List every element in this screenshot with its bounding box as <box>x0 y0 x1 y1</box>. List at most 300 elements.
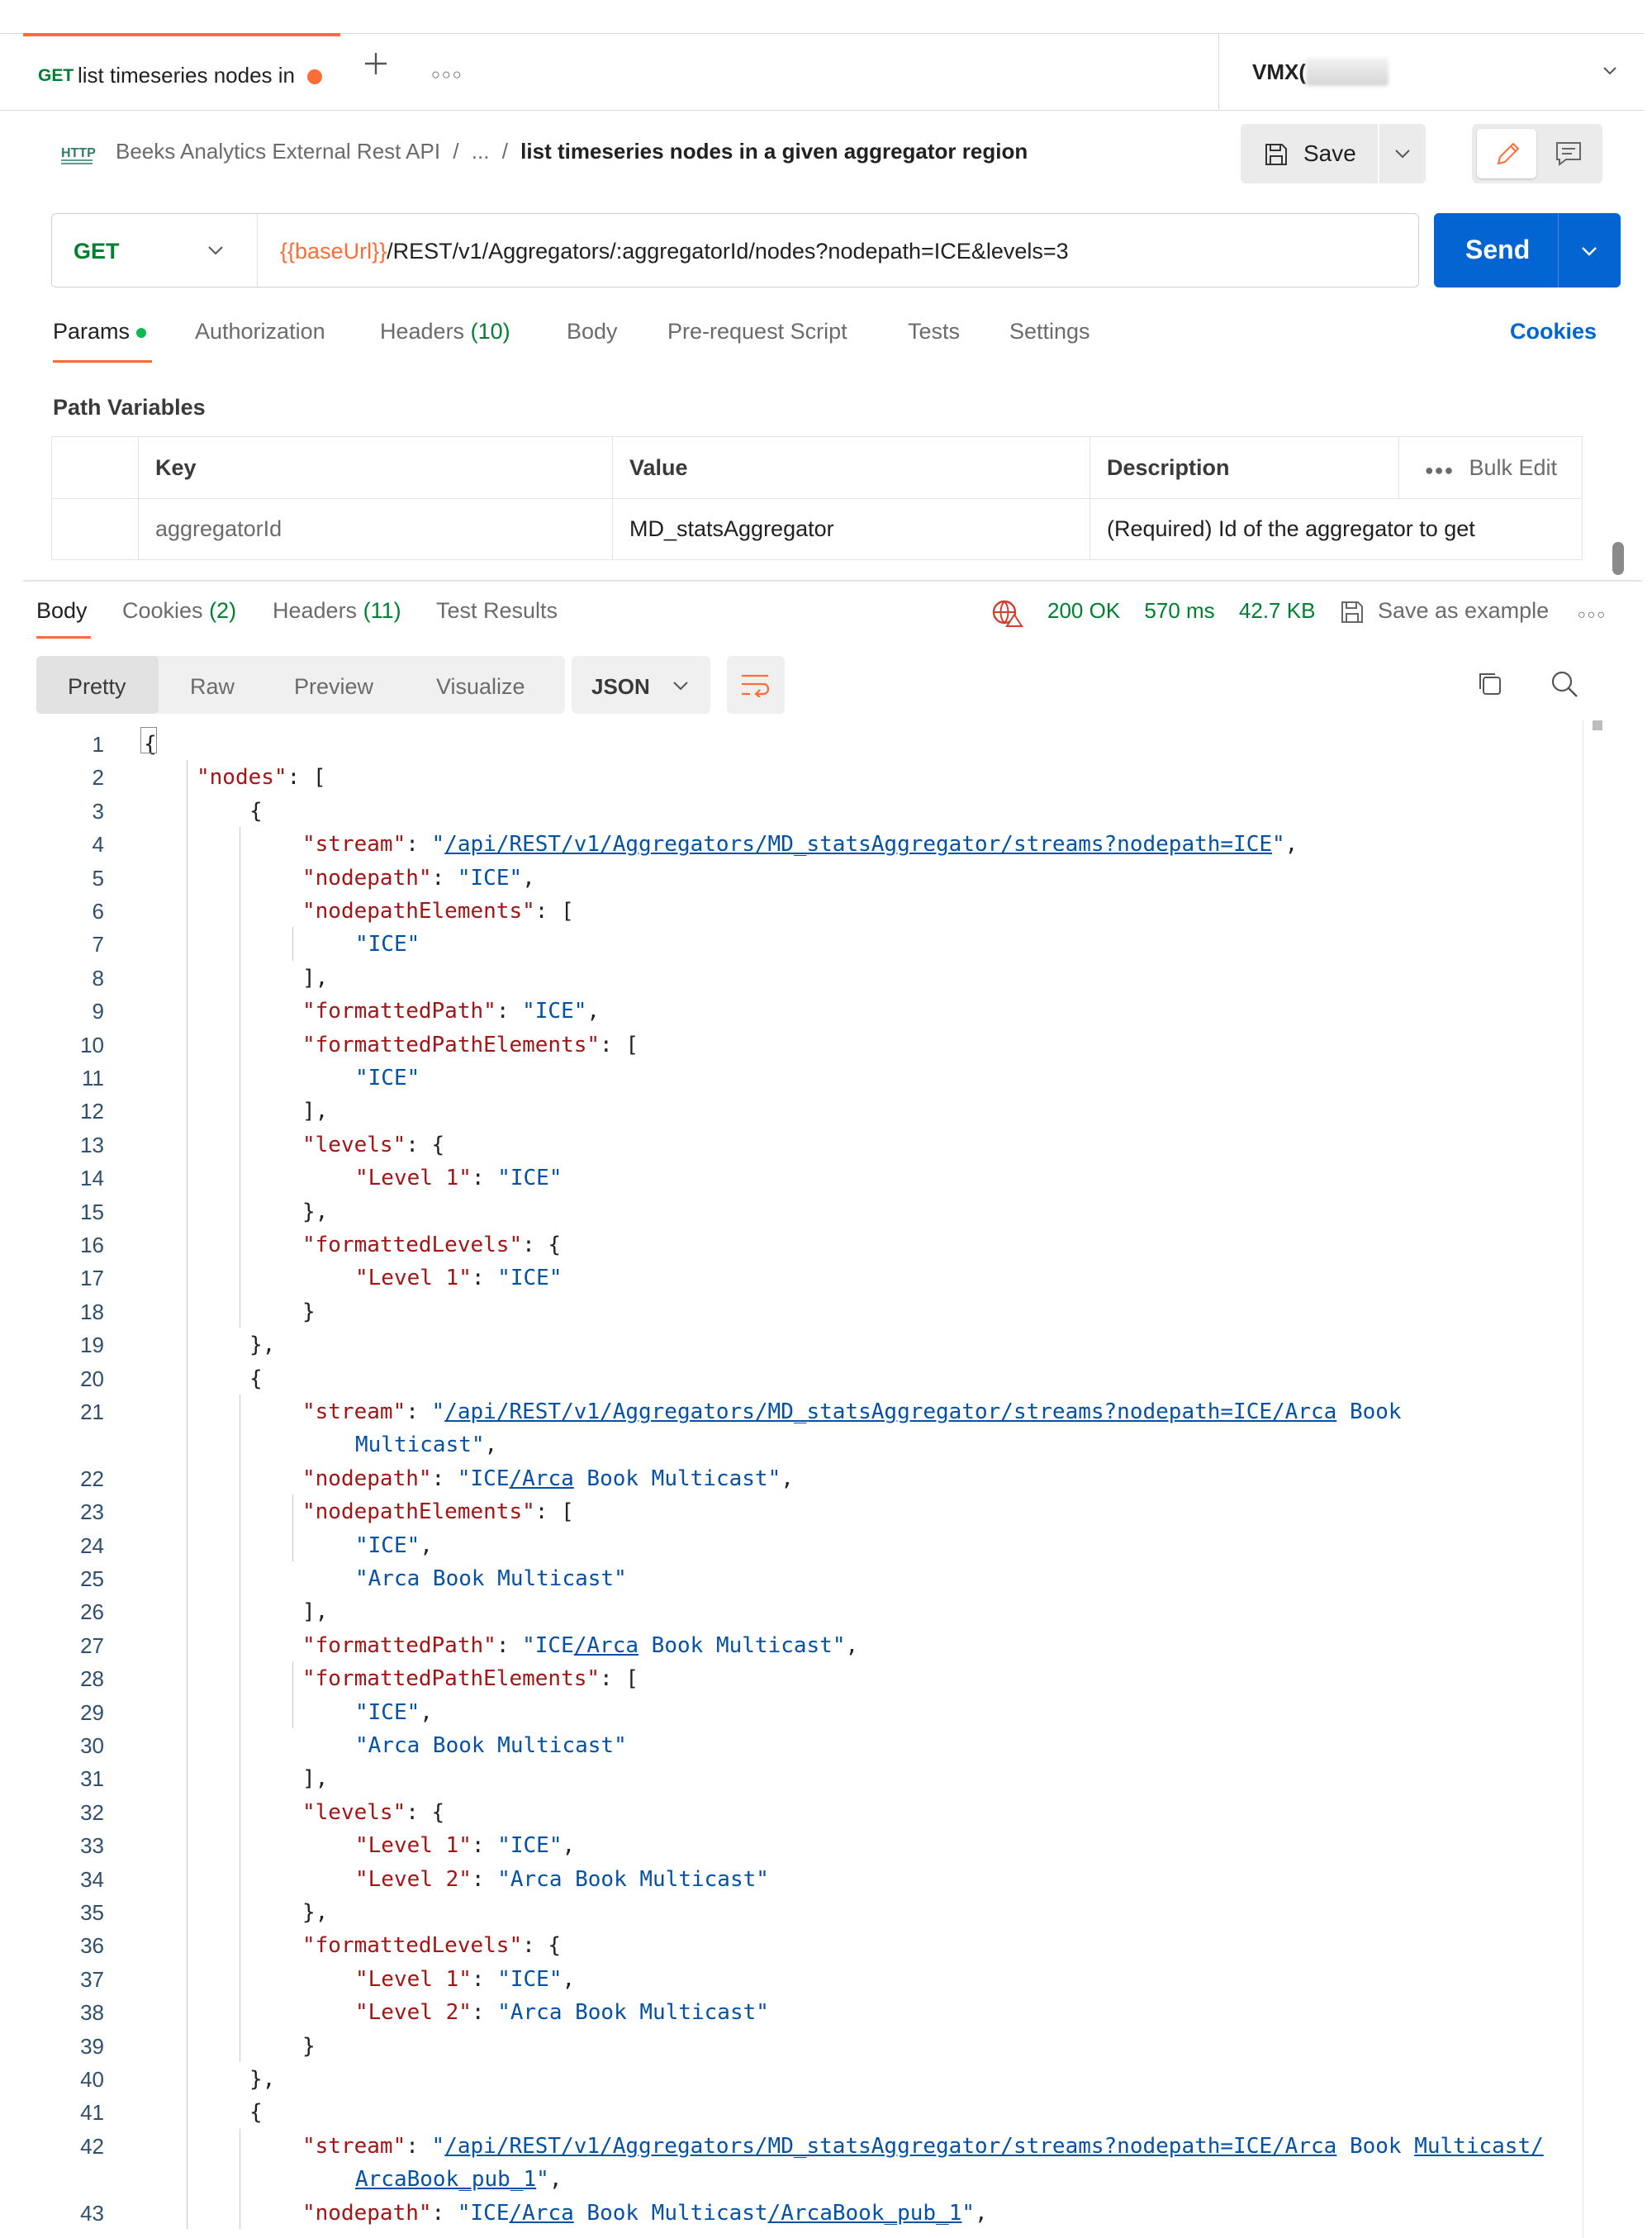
code-text <box>355 1700 433 1725</box>
status-code: 200 OK <box>1047 598 1121 623</box>
code-token: "nodepath" <box>302 2200 432 2226</box>
active-tab-indicator <box>36 636 91 639</box>
breadcrumb-request-name[interactable]: list timeseries nodes in a given aggregator region <box>520 139 1028 164</box>
code-text <box>302 1399 1402 1424</box>
column-description <box>1089 437 1582 498</box>
request-tabs <box>53 319 1127 352</box>
indent-guide <box>292 1494 293 1561</box>
response-tabs <box>36 598 615 631</box>
code-text <box>249 2100 263 2125</box>
code-token: : { <box>522 1233 562 1257</box>
line-number: 1 <box>92 732 104 757</box>
code-text <box>249 2067 275 2092</box>
code-text <box>302 866 535 891</box>
code-text <box>302 1666 638 1691</box>
code-token: "ICE" <box>522 999 587 1024</box>
code-token: Book <box>1336 2133 1415 2159</box>
svg-text:HTTP: HTTP <box>61 146 96 160</box>
code-token: "nodes" <box>197 765 287 791</box>
code-line <box>0 994 1619 1027</box>
code-text <box>355 1433 497 1457</box>
bulk-edit-label: Bulk Edit <box>1469 455 1557 480</box>
line-number: 11 <box>82 1066 104 1090</box>
code-text <box>302 1133 444 1157</box>
code-line <box>0 1395 1619 1428</box>
code-line <box>0 1561 1619 1594</box>
code-token: }, <box>302 1900 329 1925</box>
send-label: Send <box>1465 235 1531 264</box>
code-token: , <box>975 2200 988 2226</box>
code-token: "Level 1" <box>355 1966 472 1992</box>
code-link[interactable]: /Arca <box>573 1632 639 1658</box>
code-token: ], <box>302 1766 329 1792</box>
line-number: 39 <box>80 2033 104 2059</box>
code-text <box>302 999 600 1024</box>
language-label: JSON <box>591 674 650 699</box>
code-text <box>355 1566 627 1591</box>
code-token: : <box>471 1166 498 1191</box>
line-number: 25 <box>80 1566 104 1591</box>
code-token: "Arca Book Multicast" <box>355 1566 627 1591</box>
line-number: 23 <box>80 1499 104 1525</box>
code-line <box>0 1161 1619 1194</box>
code-token: ], <box>302 965 329 991</box>
request-tab-title: list timeseries nodes in <box>78 63 295 88</box>
code-token: : [ <box>287 765 326 791</box>
code-line <box>0 1594 1619 1627</box>
line-number: 33 <box>80 1833 104 1859</box>
save-options-button[interactable] <box>1379 124 1426 183</box>
code-token: "ICE" <box>497 1833 563 1859</box>
code-token: : [ <box>600 1666 638 1692</box>
code-token: , <box>484 1433 498 1458</box>
code-token: Multicast" <box>355 1433 485 1458</box>
code-token: : <box>406 1399 432 1424</box>
code-token: "Level 1" <box>355 1266 472 1291</box>
code-token: Book Multicast" <box>573 1466 781 1491</box>
send-button[interactable] <box>1434 213 1621 287</box>
code-text <box>355 2000 769 2025</box>
wrap-lines-icon <box>740 672 771 697</box>
code-token: }, <box>302 1199 329 1224</box>
code-text <box>249 1366 263 1391</box>
code-text <box>302 1900 328 1925</box>
chevron-down-icon[interactable] <box>1581 245 1597 258</box>
code-line <box>0 1728 1619 1761</box>
bulk-edit-button[interactable] <box>1425 437 1557 498</box>
code-token: "nodepathElements" <box>302 1499 535 1525</box>
code-token: " <box>431 2133 445 2159</box>
code-line <box>0 1628 1619 1661</box>
code-line <box>0 2062 1619 2095</box>
code-token: : [ <box>600 1032 638 1057</box>
code-text <box>355 2167 562 2192</box>
divider <box>257 214 258 287</box>
copy-icon[interactable] <box>1475 669 1503 697</box>
code-token: "Arca Book Multicast" <box>355 1733 627 1758</box>
unsaved-dot-icon <box>307 69 322 84</box>
line-number: 18 <box>80 1299 104 1324</box>
code-token: , <box>1284 832 1298 858</box>
code-token: { <box>144 732 157 757</box>
response-tab-headers[interactable] <box>273 598 401 624</box>
line-number: 4 <box>92 832 104 858</box>
code-token: : <box>496 1632 523 1658</box>
bracket-match-highlight <box>140 727 157 753</box>
chevron-down-icon[interactable] <box>207 244 224 257</box>
code-text <box>302 1466 794 1491</box>
code-token: "ICE" <box>497 1966 563 1992</box>
checkbox-column <box>52 437 138 498</box>
format-toggle-labels <box>36 656 565 714</box>
line-number: 24 <box>80 1532 104 1558</box>
indent-guide <box>292 927 293 960</box>
divider <box>1558 213 1559 287</box>
url-variable: {{baseUrl}} <box>280 239 387 264</box>
code-token: "ICE <box>457 2200 510 2226</box>
code-line <box>0 727 1619 760</box>
code-token: "nodepathElements" <box>302 899 535 924</box>
code-line <box>0 1761 1619 1794</box>
code-token: "formattedLevels" <box>302 1233 523 1257</box>
line-number: 29 <box>80 1699 104 1725</box>
code-text <box>302 2034 316 2059</box>
more-icon: ●●● <box>1424 462 1455 478</box>
code-link[interactable]: /ArcaBook_pub_1 <box>767 2200 962 2226</box>
tab-headers[interactable] <box>380 319 510 344</box>
code-token: "levels" <box>302 1132 406 1157</box>
raw-button[interactable]: Raw <box>190 674 235 699</box>
code-line <box>0 1828 1619 1861</box>
breadcrumb-separator: / <box>453 139 459 164</box>
code-line <box>0 760 1619 793</box>
line-number: 13 <box>80 1132 104 1157</box>
code-text <box>302 1300 316 1324</box>
code-token: "Level 1" <box>355 1166 472 1191</box>
code-token: , <box>562 1833 576 1859</box>
line-number: 19 <box>80 1333 104 1358</box>
code-text <box>302 832 1298 857</box>
code-token: } <box>302 1299 316 1324</box>
response-body-code[interactable] <box>0 720 1619 2238</box>
code-line <box>0 1128 1619 1161</box>
code-scrollbar-thumb[interactable] <box>1593 720 1602 730</box>
code-token: , <box>420 1699 433 1725</box>
code-text <box>302 966 328 991</box>
code-line <box>0 2095 1619 2128</box>
code-token: : <box>431 2200 458 2226</box>
column-key: Key <box>138 437 612 498</box>
code-line <box>0 1995 1619 2028</box>
code-link[interactable]: /api/REST/v1/Aggregators/MD_statsAggregator/streams?nodepath=ICE/Arca <box>444 2133 1337 2159</box>
line-number: 16 <box>80 1233 104 1257</box>
search-icon[interactable] <box>1550 669 1579 699</box>
active-tab-indicator <box>53 360 152 363</box>
code-token: Book Multicast <box>573 2200 768 2226</box>
code-token: Book Multicast" <box>638 1632 846 1658</box>
code-text <box>249 799 263 824</box>
code-line <box>0 794 1619 827</box>
response-tab-cookies[interactable] <box>122 598 236 624</box>
code-token: : { <box>522 1933 562 1959</box>
response-size: 42.7 KB <box>1238 598 1316 623</box>
code-token: : <box>431 865 458 891</box>
tab-more-icon[interactable]: ○○○ <box>431 66 463 83</box>
response-status <box>1047 598 1315 624</box>
code-token: : <box>471 1266 498 1291</box>
save-button[interactable] <box>1241 124 1378 183</box>
cookies-link[interactable]: Cookies <box>1510 319 1597 344</box>
code-token: "ICE <box>522 1632 574 1658</box>
active-dot-icon <box>136 328 146 338</box>
code-text <box>302 1599 328 1624</box>
code-text <box>355 1533 433 1558</box>
code-text <box>355 1967 575 1992</box>
url-path: /REST/v1/Aggregators/:aggregatorId/nodes?nodepath=ICE&levels=3 <box>387 239 1069 264</box>
code-token: : <box>471 1866 498 1892</box>
path-variable-description[interactable]: (Required) Id of the aggregator to get <box>1089 498 1582 559</box>
code-token: : { <box>406 1799 445 1825</box>
code-token: : [ <box>534 899 574 924</box>
code-token: } <box>302 2033 316 2059</box>
request-tab[interactable] <box>23 33 340 109</box>
tab-authorization[interactable]: Authorization <box>195 319 325 344</box>
breadcrumb-collection[interactable]: Beeks Analytics External Rest API <box>116 139 441 164</box>
column-value: Value <box>612 437 1089 498</box>
line-number: 17 <box>80 1266 104 1291</box>
code-token: { <box>249 798 263 824</box>
code-token: "nodepath" <box>302 865 432 891</box>
code-text <box>355 1833 575 1858</box>
line-number: 38 <box>80 2000 104 2026</box>
language-select[interactable] <box>572 656 710 714</box>
tab-params[interactable] <box>53 319 146 344</box>
code-token: , <box>548 2167 563 2193</box>
code-token: , <box>586 999 601 1024</box>
wrap-lines-button[interactable] <box>727 656 785 714</box>
breadcrumb <box>116 139 1028 164</box>
code-token: "nodepath" <box>302 1466 432 1491</box>
line-number: 21 <box>80 1399 104 1424</box>
code-line <box>0 1061 1619 1094</box>
line-number: 36 <box>80 1933 104 1959</box>
code-link[interactable]: /Arca <box>509 1466 574 1491</box>
code-token: "Arca Book Multicast" <box>497 1866 769 1892</box>
code-link[interactable]: ArcaBook_pub_1 <box>355 2167 537 2193</box>
line-number: 42 <box>80 2133 104 2159</box>
code-token: : [ <box>534 1499 574 1525</box>
code-token: "formattedPath" <box>302 999 496 1024</box>
code-token: , <box>522 865 535 891</box>
request-tab-method: GET <box>38 66 74 85</box>
line-number: 30 <box>80 1733 104 1758</box>
line-number: 3 <box>92 798 104 824</box>
path-variable-value[interactable]: MD_statsAggregator <box>612 498 1089 559</box>
environment-selector[interactable] <box>1218 33 1644 109</box>
pretty-label[interactable]: Pretty <box>68 674 126 699</box>
code-line <box>0 1494 1619 1528</box>
code-token: Book <box>1336 1399 1402 1424</box>
code-token: "Arca Book Multicast" <box>497 2000 769 2026</box>
path-variable-key: aggregatorId <box>138 498 612 559</box>
code-token: "formattedPath" <box>302 1632 496 1658</box>
code-line <box>0 1795 1619 1828</box>
request-scrollbar[interactable] <box>1612 542 1624 575</box>
edit-mode-button[interactable] <box>1477 129 1536 178</box>
code-token: ], <box>302 1099 329 1124</box>
code-token: "stream" <box>302 832 406 858</box>
tab-headers-label: Headers <box>380 319 465 344</box>
code-token: "ICE" <box>355 1066 420 1090</box>
code-link[interactable]: /Arca <box>509 2200 574 2226</box>
line-number: 14 <box>80 1166 104 1191</box>
line-number: 6 <box>92 899 104 924</box>
divider <box>1398 437 1399 498</box>
line-number: 27 <box>80 1632 104 1658</box>
code-token: "ICE" <box>497 1266 563 1291</box>
code-text <box>302 1800 444 1825</box>
row-checkbox-cell <box>52 498 138 559</box>
code-token: "ICE" <box>497 1166 563 1191</box>
code-line <box>0 861 1619 894</box>
code-token: : <box>471 1833 498 1859</box>
line-number: 35 <box>80 1900 104 1925</box>
code-line <box>0 1661 1619 1694</box>
code-line <box>0 894 1619 927</box>
code-token: }, <box>249 1333 276 1358</box>
code-line <box>0 2029 1619 2062</box>
code-token: "ICE" <box>355 1532 420 1558</box>
chevron-down-icon <box>672 679 689 692</box>
code-link[interactable]: /api/REST/v1/Aggregators/MD_statsAggregator/streams?nodepath=ICE/Arca <box>444 1399 1337 1424</box>
code-token: " <box>431 832 445 858</box>
line-number: 20 <box>80 1366 104 1391</box>
method-select[interactable]: GET <box>74 239 120 264</box>
code-token: "stream" <box>302 2133 406 2159</box>
code-line <box>0 1695 1619 1728</box>
code-token: "Level 2" <box>355 1866 472 1892</box>
response-tab-test-results[interactable]: Test Results <box>436 598 558 623</box>
globe-warning-icon[interactable] <box>991 598 1024 628</box>
response-tab-body[interactable]: Body <box>36 598 88 623</box>
tab-tests[interactable]: Tests <box>908 319 961 344</box>
code-text <box>302 1499 574 1524</box>
code-text <box>355 1266 562 1290</box>
response-cookies-label: Cookies <box>122 598 203 623</box>
code-text <box>355 1867 769 1892</box>
code-text <box>302 1033 638 1057</box>
table-row <box>52 498 1582 559</box>
indent-guide <box>292 1661 293 1728</box>
line-number: 31 <box>80 1766 104 1792</box>
redacted-block <box>1306 58 1389 86</box>
code-token: : <box>431 1466 458 1491</box>
code-text <box>302 1200 328 1224</box>
tab-settings[interactable]: Settings <box>1009 319 1090 344</box>
code-token: : { <box>406 1132 445 1157</box>
code-token: , <box>420 1532 433 1558</box>
table-header-row <box>52 437 1582 499</box>
line-number: 10 <box>80 1032 104 1057</box>
breadcrumb-ellipsis[interactable]: ... <box>471 139 490 164</box>
tab-body[interactable]: Body <box>567 319 618 344</box>
code-token: : <box>406 2133 432 2159</box>
code-token: " <box>431 1399 445 1424</box>
comment-icon[interactable] <box>1555 140 1583 167</box>
code-token: "ICE" <box>457 865 523 891</box>
code-token: "stream" <box>302 1399 406 1424</box>
code-text <box>302 1099 328 1124</box>
save-label: Save <box>1303 140 1356 166</box>
line-number: 5 <box>92 865 104 891</box>
code-token: "levels" <box>302 1799 406 1825</box>
code-text <box>355 1166 562 1190</box>
line-number: 43 <box>80 2200 104 2226</box>
line-number: 41 <box>80 2100 104 2126</box>
path-variables-title: Path Variables <box>53 395 206 420</box>
line-number: 2 <box>92 765 104 791</box>
code-link[interactable]: Multicast/ <box>1414 2133 1544 2159</box>
url-input[interactable] <box>280 239 1069 264</box>
line-number: 8 <box>92 965 104 991</box>
environment-name: VMX( <box>1252 59 1306 84</box>
response-time: 570 ms <box>1144 598 1215 623</box>
code-token: ], <box>302 1599 329 1625</box>
save-icon <box>1264 142 1289 167</box>
pane-splitter[interactable] <box>23 580 1642 582</box>
code-line <box>0 1195 1619 1228</box>
code-token: "ICE" <box>355 932 420 957</box>
more-options-icon[interactable]: ○○○ <box>1578 608 1607 622</box>
tab-params-label: Params <box>53 319 131 344</box>
code-token: : <box>406 832 432 858</box>
code-token: "formattedPathElements" <box>302 1666 601 1692</box>
code-text <box>302 899 574 924</box>
code-link[interactable]: /api/REST/v1/Aggregators/MD_statsAggregator/streams?nodepath=ICE <box>444 832 1273 858</box>
code-token: , <box>562 1966 576 1992</box>
code-token: " <box>536 2167 549 2193</box>
code-token: "Level 1" <box>355 1833 472 1859</box>
code-line <box>0 1895 1619 1928</box>
line-number: 26 <box>80 1599 104 1625</box>
code-text <box>302 2134 1544 2159</box>
chevron-down-icon <box>1602 63 1617 78</box>
code-token: { <box>249 1366 263 1391</box>
code-line <box>0 1261 1619 1294</box>
code-line <box>0 1461 1619 1494</box>
code-line <box>0 2196 1619 2229</box>
code-line <box>0 2162 1619 2195</box>
headers-count: (10) <box>470 319 510 344</box>
code-token: " <box>1272 832 1285 858</box>
code-token: }, <box>249 2067 276 2092</box>
code-line <box>0 2129 1619 2162</box>
path-variables-table <box>51 436 1583 560</box>
visualize-button[interactable]: Visualize <box>436 674 525 699</box>
code-line <box>0 1428 1619 1461</box>
save-as-example-button[interactable]: Save as example <box>1378 598 1550 623</box>
code-line <box>0 1028 1619 1061</box>
code-line <box>0 1295 1619 1328</box>
code-text <box>302 1933 561 1958</box>
tab-prerequest-script[interactable]: Pre-request Script <box>667 319 847 344</box>
line-number: 34 <box>80 1866 104 1892</box>
line-number: 9 <box>92 999 104 1024</box>
response-headers-label: Headers <box>273 598 358 623</box>
preview-button[interactable]: Preview <box>294 674 374 699</box>
new-tab-plus-icon[interactable] <box>363 51 388 76</box>
code-token: , <box>781 1466 794 1491</box>
